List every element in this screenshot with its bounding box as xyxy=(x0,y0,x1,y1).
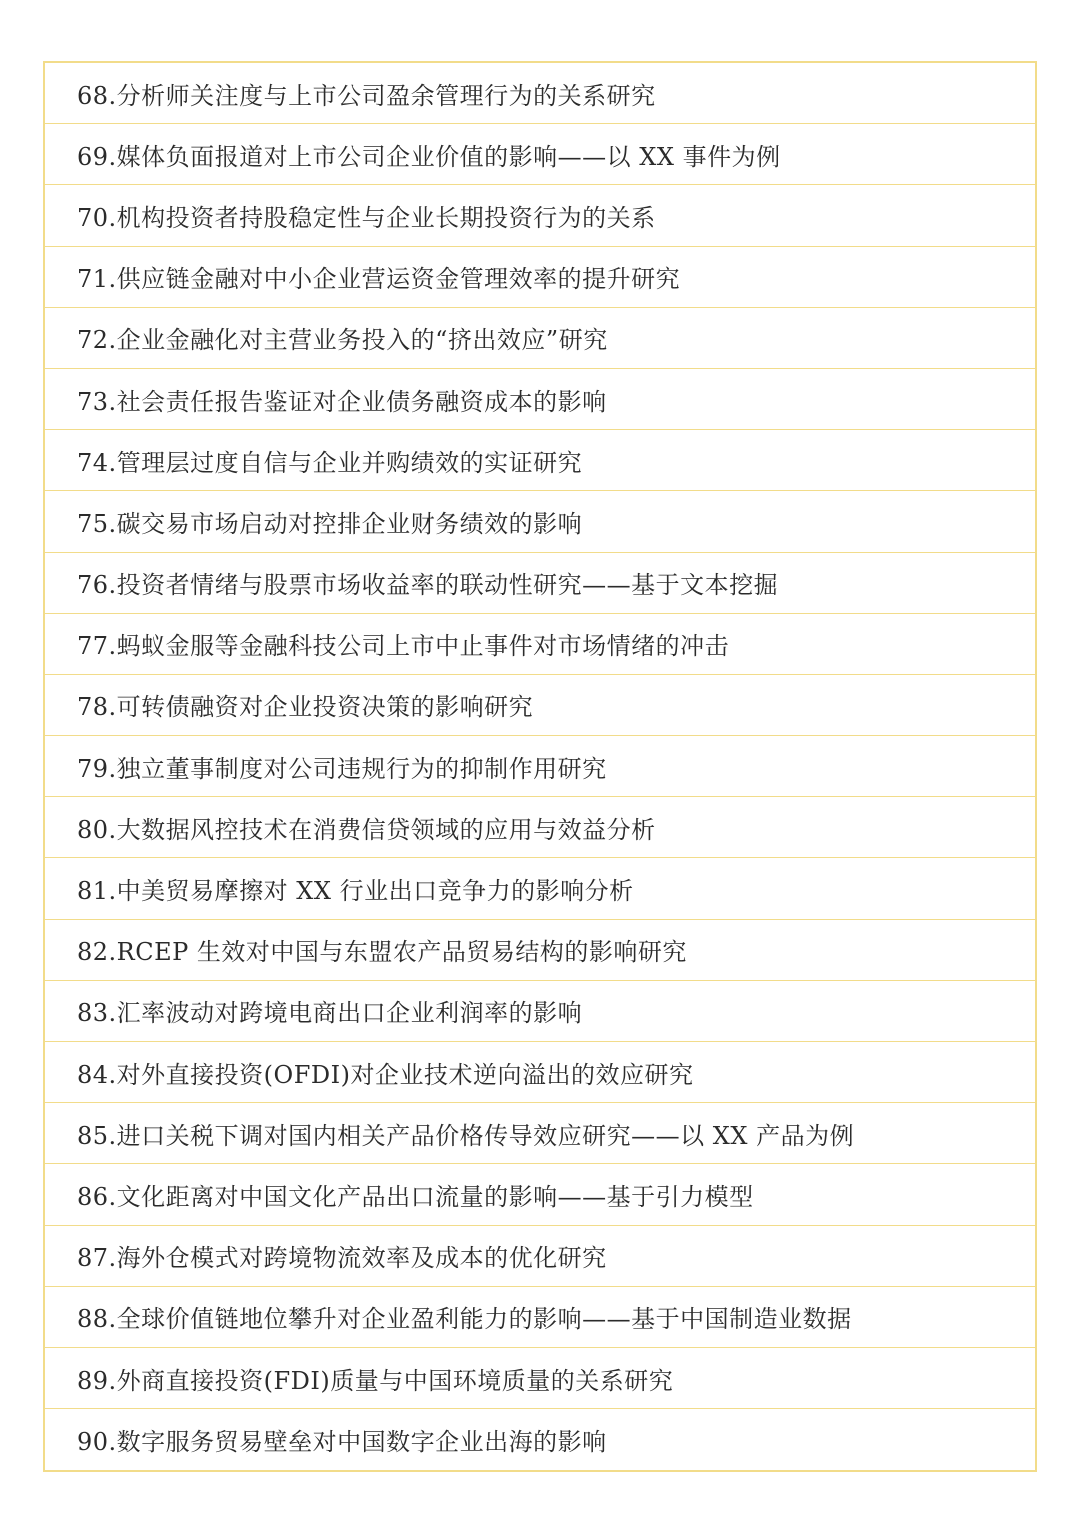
topic-row: 72.企业金融化对主营业务投入的“挤出效应”研究 xyxy=(45,308,1035,369)
topic-row: 71.供应链金融对中小企业营运资金管理效率的提升研究 xyxy=(45,247,1035,308)
topic-row: 85.进口关税下调对国内相关产品价格传导效应研究——以 XX 产品为例 xyxy=(45,1103,1035,1164)
topic-row: 87.海外仓模式对跨境物流效率及成本的优化研究 xyxy=(45,1226,1035,1287)
topic-row: 74.管理层过度自信与企业并购绩效的实证研究 xyxy=(45,430,1035,491)
topic-table xyxy=(43,61,1037,1472)
topic-row: 81.中美贸易摩擦对 XX 行业出口竞争力的影响分析 xyxy=(45,858,1035,919)
topic-row: 86.文化距离对中国文化产品出口流量的影响——基于引力模型 xyxy=(45,1164,1035,1225)
topic-row: 84.对外直接投资(OFDI)对企业技术逆向溢出的效应研究 xyxy=(45,1042,1035,1103)
topic-row: 80.大数据风控技术在消费信贷领域的应用与效益分析 xyxy=(45,797,1035,858)
topic-row: 75.碳交易市场启动对控排企业财务绩效的影响 xyxy=(45,491,1035,552)
topic-row: 70.机构投资者持股稳定性与企业长期投资行为的关系 xyxy=(45,185,1035,246)
topic-row: 90.数字服务贸易壁垒对中国数字企业出海的影响 xyxy=(77,1428,607,1457)
topic-row: 68.分析师关注度与上市公司盈余管理行为的关系研究 xyxy=(45,63,1035,124)
topic-row: 76.投资者情绪与股票市场收益率的联动性研究——基于文本挖掘 xyxy=(45,553,1035,614)
topic-row: 82.RCEP 生效对中国与东盟农产品贸易结构的影响研究 xyxy=(45,920,1035,981)
topic-row: 69.媒体负面报道对上市公司企业价值的影响——以 XX 事件为例 xyxy=(45,124,1035,185)
topic-row: 89.外商直接投资(FDI)质量与中国环境质量的关系研究 xyxy=(45,1348,1035,1409)
topic-row: 73.社会责任报告鉴证对企业债务融资成本的影响 xyxy=(45,369,1035,430)
topic-row: 77.蚂蚁金服等金融科技公司上市中止事件对市场情绪的冲击 xyxy=(45,614,1035,675)
topic-row: 88.全球价值链地位攀升对企业盈利能力的影响——基于中国制造业数据 xyxy=(45,1287,1035,1348)
topic-row: 83.汇率波动对跨境电商出口企业利润率的影响 xyxy=(45,981,1035,1042)
topic-row: 79.独立董事制度对公司违规行为的抑制作用研究 xyxy=(45,736,1035,797)
topic-row: 78.可转债融资对企业投资决策的影响研究 xyxy=(45,675,1035,736)
